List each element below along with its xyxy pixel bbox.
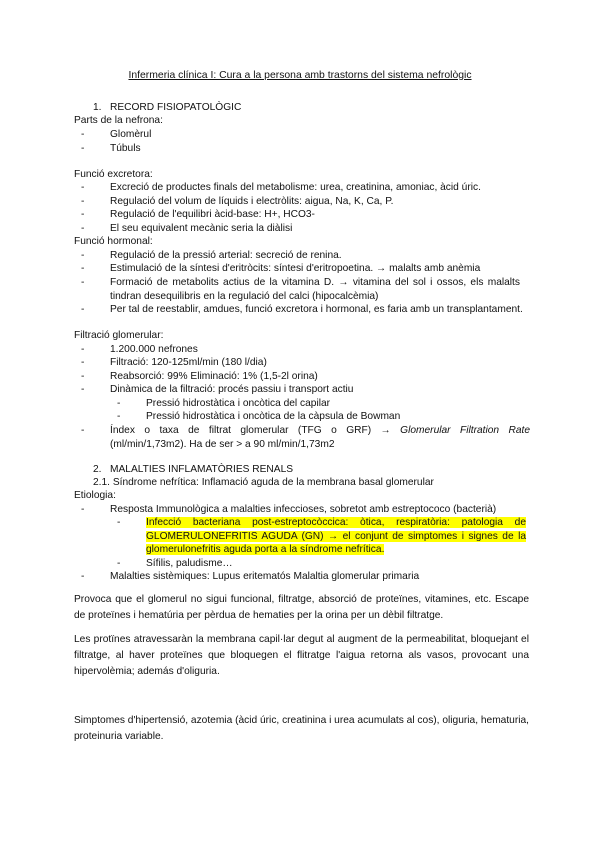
list-item: - Dinàmica de la filtració: procés passiu i transport actiu — [110, 383, 353, 396]
list-item: - 1.200.000 nefrones — [110, 343, 198, 356]
hormonal-label: Funció hormonal: — [74, 236, 153, 247]
paragraph: Simptomes d'hipertensió, azotemia (àcid úric, creatinina i urea acumulats al cos), oliguria, hematuria, proteinuria variable. — [74, 715, 529, 742]
list-item: - Resposta Immunològica a malalties infeccioses, sobretot amb estreptococo (bacterià) — [110, 503, 496, 516]
paragraph: Les protïnes atravessaràn la membrana capil·lar degut al augment de la permeabilitat, bloquejant el filtratge, al haver proteïnes que bloquegen el flitratge l'aigua retorna als vasos, provocant una hipervolèmia; además d'oliguria. — [74, 634, 529, 677]
gfr-item — [110, 424, 530, 452]
section-2-heading: MALALTIES INFLAMATÒRIES RENALS — [110, 464, 294, 475]
list-item: - Per tal de reestablir, amdues, funció excretora i hormonal, es faria amb un transplantament. — [110, 303, 523, 316]
highlighted-text: Infecció bacteriana post-estreptocòccica: òtica, respiratòria: patologia de GLOMERULONEFRITIS AGUDA (GN) → el conjunt de simptomes i signes de la glomerulonefritis aguda porta a la síndrome nefrítica. — [146, 517, 526, 555]
list-item: - Reabsorció: 99% Eliminació: 1% (1,5-2l orina) — [110, 370, 318, 383]
document-title: Infermeria clínica I: Cura a la persona amb trastorns del sistema nefrològic — [128, 70, 472, 81]
list-item: - Excreció de productes finals del metabolisme: urea, creatinina, amoniac, àcid úric. — [110, 181, 481, 194]
gfr-text-italic: Glomerular Filtration Rate — [400, 425, 530, 436]
parts-label: Parts de la nefrona: — [74, 115, 163, 126]
etiologia-label: Etiologia: — [74, 490, 116, 501]
list-item: - Regulació del volum de líquids i electròlits: aigua, Na, K, Ca, P. — [110, 195, 394, 208]
gfr-text-pre: Índex o taxa de filtrat glomerular (TFG o GRF) → — [110, 425, 391, 436]
list-item: - Túbuls — [110, 142, 141, 155]
sub-list-item: - Pressió hidrostàtica i oncòtica del capilar — [146, 397, 330, 410]
list-item: - Filtració: 120-125ml/min (180 l/dia) — [110, 356, 267, 369]
list-item: - Regulació de la pressió arterial: secreció de renina. — [110, 249, 342, 262]
list-item: - Glomèrul — [110, 128, 151, 141]
list-item: - Formació de metabolits actius de la vitamina D. → vitamina del sol i ossos, els malalts tindran desequilibris en la regulació del calci (hipocalcèmia) — [110, 276, 520, 304]
gfr-text-post: (ml/min/1,73m2). Ha de ser > a 90 ml/min/1,73m2 — [110, 439, 335, 450]
section-1-heading: RECORD FISIOPATOLÒGIC — [110, 102, 242, 113]
list-item: - Estimulació de la síntesi d'eritròcits: síntesi d'eritropoetina. → malalts amb anèmia — [110, 262, 480, 275]
list-item: - Regulació de l'equilibri àcid-base: H+, HCO3- — [110, 208, 315, 221]
subsection-heading: 2.1. Síndrome nefrítica: Inflamació aguda de la membrana basal glomerular — [93, 477, 434, 488]
highlighted-item — [146, 516, 526, 557]
sub-list-item: - Pressió hidrostàtica i oncòtica de la càpsula de Bowman — [146, 410, 400, 423]
section-2-number: 2. — [93, 464, 102, 475]
section-1-number: 1. — [93, 102, 102, 113]
excretora-label: Funció excretora: — [74, 169, 153, 180]
list-item: - El seu equivalent mecànic seria la diàlisi — [110, 222, 292, 235]
filtracio-label: Filtració glomerular: — [74, 330, 164, 341]
paragraph: Provoca que el glomerul no sigui funcional, filtratge, absorció de proteïnes, vitamines, etc. Escape de proteïnes i hematúria per pèrdua de hematies per la orina per un dèbil filtratge. — [74, 594, 529, 621]
sub-list-item: - Sífilis, paludisme… — [146, 557, 233, 570]
list-item: - Malalties sistèmiques: Lupus eritematós Malaltia glomerular primaria — [110, 570, 419, 583]
